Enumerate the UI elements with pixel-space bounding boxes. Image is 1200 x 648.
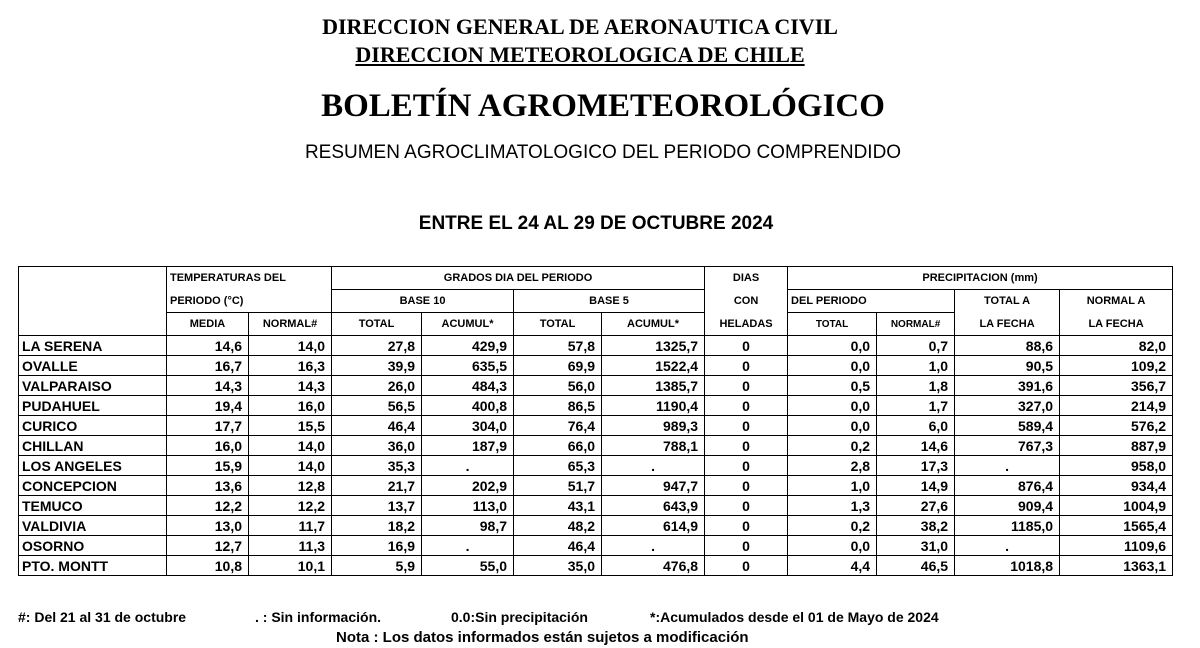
- dias-heladas-cell: 0: [705, 476, 788, 496]
- table-row: [19, 456, 1173, 476]
- table-row: [19, 336, 1173, 356]
- gdd5-acumul-cell: 643,9: [602, 496, 705, 516]
- gdd5-acumul-cell: .: [602, 456, 705, 476]
- precip-total-fecha-cell: 1185,0: [955, 516, 1060, 536]
- table-row: [19, 356, 1173, 376]
- gdd10-total-cell: 18,2: [332, 516, 422, 536]
- dias-heladas-cell: 0: [705, 376, 788, 396]
- precip-total-fecha-cell: 327,0: [955, 396, 1060, 416]
- gdd10-acumul-cell: 429,9: [422, 336, 514, 356]
- table-row: [19, 416, 1173, 436]
- gdd5-total-cell: 76,4: [514, 416, 602, 436]
- gdd10-total-cell: 27,8: [332, 336, 422, 356]
- temp-media-cell: 17,7: [167, 416, 249, 436]
- gdd5-acumul-cell: 1385,7: [602, 376, 705, 396]
- precip-normal-cell: 46,5: [877, 556, 955, 576]
- temp-media-cell: 10,8: [167, 556, 249, 576]
- temp-normal-cell: 14,0: [249, 336, 332, 356]
- precip-total-cell: 0,0: [788, 416, 877, 436]
- temp-normal-cell: 15,5: [249, 416, 332, 436]
- gdd10-total-cell: 39,9: [332, 356, 422, 376]
- gdd10-acumul-cell: 304,0: [422, 416, 514, 436]
- dias-heladas-cell: 0: [705, 496, 788, 516]
- precip-normal-cell: 27,6: [877, 496, 955, 516]
- footer-note-no-precip: 0.0:Sin precipitación: [451, 609, 588, 625]
- footer-note-no-info: . : Sin información.: [255, 609, 382, 625]
- precip-normal-fecha-cell: 1109,6: [1060, 536, 1173, 556]
- header-temperature-2: PERIODO (°C): [167, 290, 332, 313]
- precip-normal-cell: 1,7: [877, 396, 955, 416]
- gdd10-acumul-cell: 400,8: [422, 396, 514, 416]
- table-row: [19, 376, 1173, 396]
- gdd5-total-cell: 86,5: [514, 396, 602, 416]
- header-dias: DIAS: [705, 267, 788, 290]
- gdd5-total-cell: 69,9: [514, 356, 602, 376]
- precip-normal-fecha-cell: 214,9: [1060, 396, 1173, 416]
- precip-normal-fecha-cell: 934,4: [1060, 476, 1173, 496]
- precip-normal-fecha-cell: 1004,9: [1060, 496, 1173, 516]
- gdd10-total-cell: 16,9: [332, 536, 422, 556]
- gdd5-total-cell: 51,7: [514, 476, 602, 496]
- station-cell: LA SERENA: [19, 336, 167, 356]
- header-precip-total: TOTAL: [788, 313, 877, 336]
- agro-summary-table: [18, 266, 1173, 576]
- gdd10-acumul-cell: 635,5: [422, 356, 514, 376]
- gdd5-acumul-cell: 989,3: [602, 416, 705, 436]
- precip-total-cell: 0,0: [788, 536, 877, 556]
- station-rows: [19, 336, 1173, 576]
- table-row: [19, 516, 1173, 536]
- header-base-5: BASE 5: [514, 290, 705, 313]
- header-blank: [19, 267, 167, 290]
- dias-heladas-cell: 0: [705, 416, 788, 436]
- precip-total-fecha-cell: .: [955, 456, 1060, 476]
- gdd10-acumul-cell: 484,3: [422, 376, 514, 396]
- temp-media-cell: 12,7: [167, 536, 249, 556]
- bulletin-title: BOLETÍN AGROMETEOROLÓGICO: [321, 88, 885, 124]
- precip-normal-cell: 1,0: [877, 356, 955, 376]
- precip-total-cell: 0,0: [788, 336, 877, 356]
- precip-total-cell: 1,0: [788, 476, 877, 496]
- department-name: DIRECCION METEOROLOGICA DE CHILE: [355, 42, 805, 67]
- table-row: [19, 396, 1173, 416]
- precip-total-fecha-cell: 88,6: [955, 336, 1060, 356]
- precip-normal-cell: 14,6: [877, 436, 955, 456]
- precip-normal-cell: 31,0: [877, 536, 955, 556]
- header-row-2: [19, 290, 1173, 313]
- gdd10-acumul-cell: 187,9: [422, 436, 514, 456]
- dias-heladas-cell: 0: [705, 396, 788, 416]
- temp-media-cell: 12,2: [167, 496, 249, 516]
- header-total-a: TOTAL A: [955, 290, 1060, 313]
- station-cell: TEMUCO: [19, 496, 167, 516]
- station-cell: PUDAHUEL: [19, 396, 167, 416]
- footer-note-normal-period: #: Del 21 al 31 de octubre: [18, 609, 187, 625]
- precip-normal-cell: 38,2: [877, 516, 955, 536]
- header-total-base5: TOTAL: [514, 313, 602, 336]
- header-acumul-base5: ACUMUL*: [602, 313, 705, 336]
- gdd5-total-cell: 65,3: [514, 456, 602, 476]
- header-con: CON: [705, 290, 788, 313]
- header-precipitation: PRECIPITACION (mm): [788, 267, 1173, 290]
- header-base-10: BASE 10: [332, 290, 514, 313]
- station-cell: OSORNO: [19, 536, 167, 556]
- bulletin-subtitle: RESUMEN AGROCLIMATOLOGICO DEL PERIODO COMPRENDIDO: [304, 142, 902, 163]
- footer-note-accumulated: *:Acumulados desde el 01 de Mayo de 2024: [650, 609, 939, 625]
- gdd10-total-cell: 26,0: [332, 376, 422, 396]
- precip-total-fecha-cell: 1018,8: [955, 556, 1060, 576]
- station-cell: CHILLAN: [19, 436, 167, 456]
- gdd5-acumul-cell: .: [602, 536, 705, 556]
- header-normal: NORMAL#: [249, 313, 332, 336]
- temp-media-cell: 19,4: [167, 396, 249, 416]
- precip-normal-fecha-cell: 82,0: [1060, 336, 1173, 356]
- gdd10-total-cell: 56,5: [332, 396, 422, 416]
- precip-total-cell: 2,8: [788, 456, 877, 476]
- temp-media-cell: 16,7: [167, 356, 249, 376]
- station-cell: CONCEPCION: [19, 476, 167, 496]
- table-row: [19, 496, 1173, 516]
- temp-normal-cell: 16,3: [249, 356, 332, 376]
- precip-normal-cell: 0,7: [877, 336, 955, 356]
- gdd5-total-cell: 56,0: [514, 376, 602, 396]
- gdd10-total-cell: 35,3: [332, 456, 422, 476]
- gdd5-acumul-cell: 614,9: [602, 516, 705, 536]
- gdd5-acumul-cell: 1190,4: [602, 396, 705, 416]
- temp-normal-cell: 14,0: [249, 436, 332, 456]
- temp-media-cell: 14,6: [167, 336, 249, 356]
- temp-media-cell: 15,9: [167, 456, 249, 476]
- gdd10-acumul-cell: .: [422, 456, 514, 476]
- dias-heladas-cell: 0: [705, 436, 788, 456]
- header-la-fecha-normal: LA FECHA: [1060, 313, 1173, 336]
- precip-normal-fecha-cell: 1565,4: [1060, 516, 1173, 536]
- gdd5-total-cell: 48,2: [514, 516, 602, 536]
- dias-heladas-cell: 0: [705, 556, 788, 576]
- precip-total-cell: 4,4: [788, 556, 877, 576]
- header-media: MEDIA: [167, 313, 249, 336]
- precip-normal-cell: 17,3: [877, 456, 955, 476]
- precip-total-cell: 0,0: [788, 356, 877, 376]
- gdd10-total-cell: 5,9: [332, 556, 422, 576]
- precip-total-fecha-cell: 589,4: [955, 416, 1060, 436]
- header-precip-normal: NORMAL#: [877, 313, 955, 336]
- header-del-periodo: DEL PERIODO: [788, 290, 955, 313]
- header-temperature-1: TEMPERATURAS DEL: [167, 267, 332, 290]
- dias-heladas-cell: 0: [705, 336, 788, 356]
- table-row: [19, 476, 1173, 496]
- gdd5-acumul-cell: 1325,7: [602, 336, 705, 356]
- table-row: [19, 436, 1173, 456]
- station-cell: CURICO: [19, 416, 167, 436]
- temp-media-cell: 13,0: [167, 516, 249, 536]
- temp-normal-cell: 12,2: [249, 496, 332, 516]
- station-cell: PTO. MONTT: [19, 556, 167, 576]
- temp-media-cell: 14,3: [167, 376, 249, 396]
- dias-heladas-cell: 0: [705, 516, 788, 536]
- header-row-3: [19, 313, 1173, 336]
- precip-total-fecha-cell: 90,5: [955, 356, 1060, 376]
- gdd5-total-cell: 46,4: [514, 536, 602, 556]
- precip-total-cell: 0,2: [788, 516, 877, 536]
- gdd5-total-cell: 43,1: [514, 496, 602, 516]
- gdd10-total-cell: 13,7: [332, 496, 422, 516]
- header-degree-days: GRADOS DIA DEL PERIODO: [332, 267, 705, 290]
- gdd10-acumul-cell: 202,9: [422, 476, 514, 496]
- header-blank: [19, 313, 167, 336]
- temp-media-cell: 13,6: [167, 476, 249, 496]
- gdd5-acumul-cell: 476,8: [602, 556, 705, 576]
- temp-normal-cell: 11,3: [249, 536, 332, 556]
- gdd5-total-cell: 57,8: [514, 336, 602, 356]
- disclaimer-note: Nota : Los datos informados están sujetos a modificación: [336, 629, 749, 646]
- gdd5-acumul-cell: 947,7: [602, 476, 705, 496]
- temp-normal-cell: 14,3: [249, 376, 332, 396]
- gdd5-acumul-cell: 1522,4: [602, 356, 705, 376]
- precip-total-fecha-cell: 876,4: [955, 476, 1060, 496]
- header-row-1: [19, 267, 1173, 290]
- station-cell: VALDIVIA: [19, 516, 167, 536]
- precip-total-cell: 1,3: [788, 496, 877, 516]
- precip-normal-cell: 6,0: [877, 416, 955, 436]
- precip-total-cell: 0,5: [788, 376, 877, 396]
- precip-normal-cell: 1,8: [877, 376, 955, 396]
- precip-normal-cell: 14,9: [877, 476, 955, 496]
- precip-normal-fecha-cell: 109,2: [1060, 356, 1173, 376]
- temp-normal-cell: 10,1: [249, 556, 332, 576]
- gdd10-acumul-cell: 113,0: [422, 496, 514, 516]
- gdd10-acumul-cell: 55,0: [422, 556, 514, 576]
- table-row: [19, 556, 1173, 576]
- gdd5-acumul-cell: 788,1: [602, 436, 705, 456]
- temp-normal-cell: 12,8: [249, 476, 332, 496]
- header-normal-a: NORMAL A: [1060, 290, 1173, 313]
- dias-heladas-cell: 0: [705, 456, 788, 476]
- precip-normal-fecha-cell: 887,9: [1060, 436, 1173, 456]
- temp-normal-cell: 11,7: [249, 516, 332, 536]
- gdd5-total-cell: 35,0: [514, 556, 602, 576]
- gdd10-acumul-cell: .: [422, 536, 514, 556]
- header-blank: [19, 290, 167, 313]
- precip-total-fecha-cell: 391,6: [955, 376, 1060, 396]
- precip-total-fecha-cell: .: [955, 536, 1060, 556]
- temp-normal-cell: 16,0: [249, 396, 332, 416]
- temp-media-cell: 16,0: [167, 436, 249, 456]
- precip-total-cell: 0,2: [788, 436, 877, 456]
- station-cell: LOS ANGELES: [19, 456, 167, 476]
- gdd10-total-cell: 21,7: [332, 476, 422, 496]
- station-cell: OVALLE: [19, 356, 167, 376]
- period-range: ENTRE EL 24 AL 29 DE OCTUBRE 2024: [418, 213, 774, 234]
- header-total-base10: TOTAL: [332, 313, 422, 336]
- precip-normal-fecha-cell: 356,7: [1060, 376, 1173, 396]
- gdd5-total-cell: 66,0: [514, 436, 602, 456]
- precip-total-fecha-cell: 767,3: [955, 436, 1060, 456]
- table-row: [19, 536, 1173, 556]
- gdd10-total-cell: 36,0: [332, 436, 422, 456]
- dias-heladas-cell: 0: [705, 356, 788, 376]
- header-acumul-base10: ACUMUL*: [422, 313, 514, 336]
- temp-normal-cell: 14,0: [249, 456, 332, 476]
- precip-total-cell: 0,0: [788, 396, 877, 416]
- organization-name: DIRECCION GENERAL DE AERONAUTICA CIVIL: [322, 14, 838, 39]
- precip-normal-fecha-cell: 958,0: [1060, 456, 1173, 476]
- gdd10-acumul-cell: 98,7: [422, 516, 514, 536]
- precip-normal-fecha-cell: 1363,1: [1060, 556, 1173, 576]
- gdd10-total-cell: 46,4: [332, 416, 422, 436]
- header-la-fecha-total: LA FECHA: [955, 313, 1060, 336]
- station-cell: VALPARAISO: [19, 376, 167, 396]
- precip-normal-fecha-cell: 576,2: [1060, 416, 1173, 436]
- header-heladas: HELADAS: [705, 313, 788, 336]
- precip-total-fecha-cell: 909,4: [955, 496, 1060, 516]
- dias-heladas-cell: 0: [705, 536, 788, 556]
